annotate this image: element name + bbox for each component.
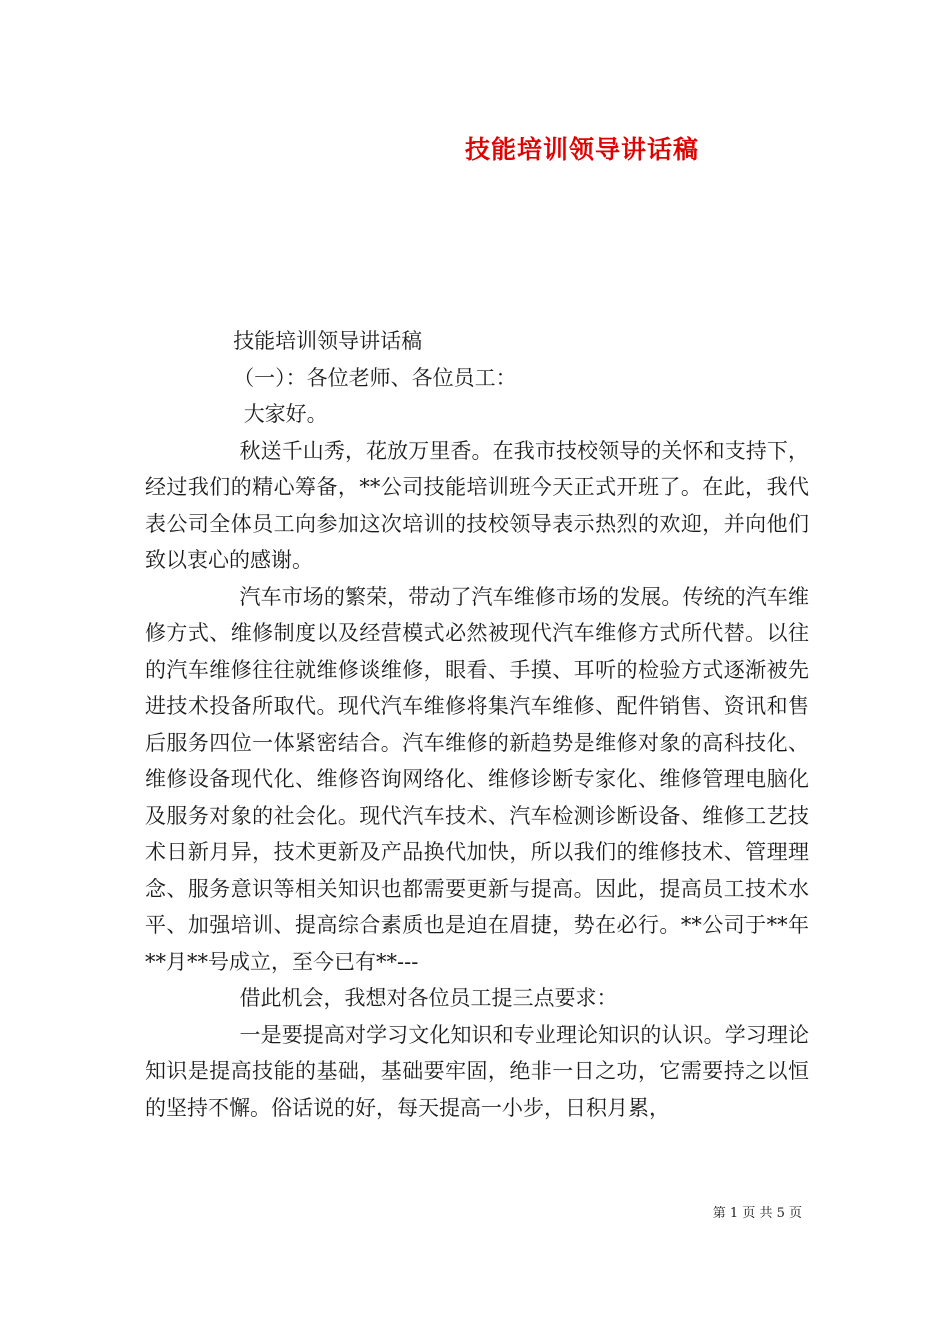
document-subtitle: 技能培训领导讲话稿 [233,329,423,353]
paragraph-industry: 汽车市场的繁荣，带动了汽车维修市场的发展。传统的汽车维修方式、维修制度以及经营模式必然被现代汽车维修方式所代替。以往的汽车维修往往就维修谈维修，眼看、手摸、耳听的检验方式逐渐被先进技术投备所取代。现代汽车维修将集汽车维修、配件销售、资讯和售后服务四位一体紧密结合。汽车维修的新趋势是维修对象的高科技化、维修设备现代化、维修咨询网络化、维修诊断专家化、维修管理电脑化及服务对象的社会化。现代汽车技术、汽车检测诊断设备、维修工艺技术日新月异，技术更新及产品换代加快，所以我们的维修技术、管理理念、服务意识等相关知识也都需要更新与提高。因此，提高员工技术水平、加强培训、提高综合素质也是迫在眉捷，势在必行。**公司于**年**月**号成立，至今已有**--- [145,584,809,974]
paragraph-requirements-intro: 借此机会，我想对各位员工提三点要求： [239,986,618,1010]
document-title: 技能培训领导讲话稿 [464,135,699,164]
paragraph-requirement-one: 一是要提高对学习文化知识和专业理论知识的认识。学习理论知识是提高技能的基础，基础要牢固，绝非一日之功，它需要持之以恒的坚持不懈。俗话说的好，每天提高一小步，日积月累， [145,1022,809,1120]
salutation-line: （一）：各位老师、各位员工： [233,365,517,390]
document-body [145,323,809,1126]
paragraph-opening: 秋送千山秀，花放万里香。在我市技校领导的关怀和支持下，经过我们的精心筹备，**公司技能培训班今天正式开班了。在此，我代表公司全体员工向参加这次培训的技校领导表示热烈的欢迎，并向他们致以衷心的感谢。 [145,438,809,572]
greeting-line: 大家好。 [243,402,328,426]
page-number-footer: 第 1 页 共 5 页 [712,1206,802,1221]
